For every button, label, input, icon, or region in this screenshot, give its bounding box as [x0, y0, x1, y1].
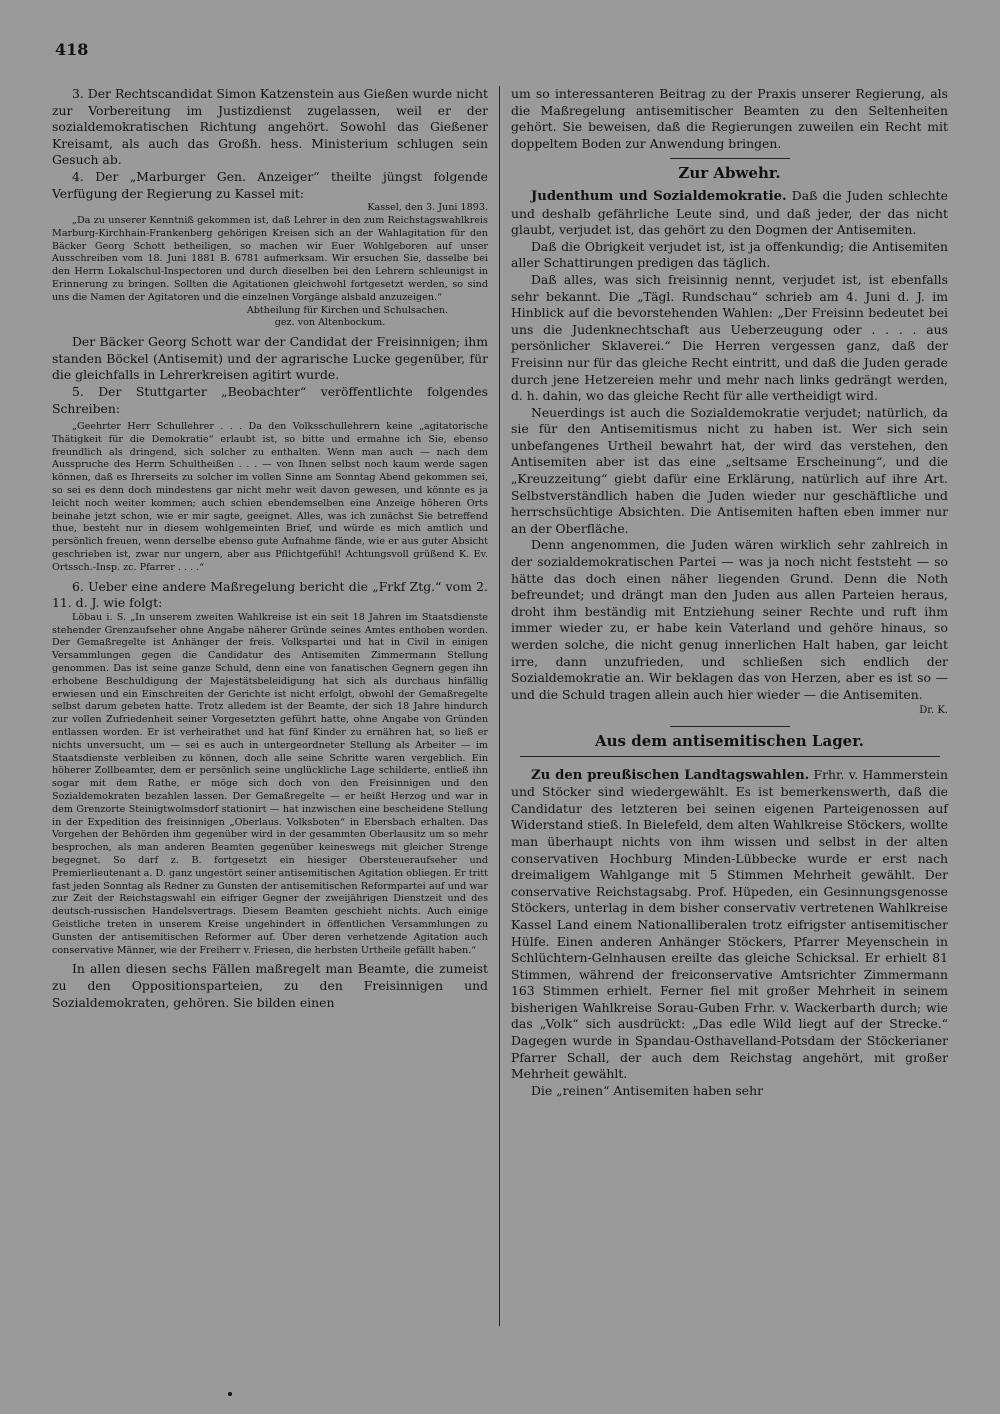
- paragraph-judenthum-a-text: Daß die Juden schlechte und deshalb gefährliche Leute sind, und daß jeder, der das nicht glaubt, verjudet ist, das gehört zu den Dogmen der Antisemiten.: [511, 187, 948, 238]
- paragraph-landtag-a-text: Frhr. v. Hammerstein und Stöcker sind wiedergewählt. Es ist bemerkenswerth, daß die Candidatur des letzteren bei seinen eigenen Parteigenossen auf Widerstand stieß. In Bielefeld, dem alten Wahlkreise Stöckers, wollte man überhaupt nichts von ihm wissen und selbst in der alten conservativen Hochburg Minden-Lübbecke wurde er erst nach dreimaligem Wahlgange mit 5 Stimmen Mehrheit gewählt. Der conservative Reichstagsabg. Prof. Hüpeden, ein Gesinnungsgenosse Stöckers, unterlag in dem bisher conservativ vertretenen Wahlkreise Kassel Land einem Nationalliberalen trotz eifrigster antisemitischer Hülfe. Einen anderen Anhänger Stöckers, Pfarrer Meyenschein in Schlüchtern-Gelnhausen ereilte das gleiche Schicksal. Er erhielt 81 Stimmen, während der freiconservative Amtsrichter Zimmermann 163 Stimmen erhielt. Ferner fiel mit großer Mehrheit in seinem bisherigen Wahlkreise Sorau-Guben Frhr. v. Wackerbarth durch; wie das „Volk“ sich ausdrückt: „Das edle Wild liegt auf der Strecke.“ Dagegen wurde in Spandau-Osthavelland-Potsdam der Stöckerianer Pfarrer Schall, der auch dem Reichstag angehört, mit großer Mehrheit gewählt.: [511, 766, 948, 1082]
- paragraph-4: 4. Der „Marburger Gen. Anzeiger“ theilte jüngst folgende Verfügung der Regierung zu Kassel mit:: [52, 168, 488, 201]
- speck-mark: [228, 1392, 232, 1396]
- paragraph-judenthum-e: Denn angenommen, die Juden wären wirklich sehr zahlreich in der sozialdemokratischen Partei — was ja noch nicht feststeht — so hätte das doch einen näher liegenden Grund. Denn die Noth befreundet; und drängt man den Juden aus allen Parteien heraus, droht ihm beständig mit Entziehung seiner Rechte und ruft ihm immer wieder zu, er habe kein Vaterland und gehöre hinaus, so werden solche, die nicht genug innerlichen Halt haben, gar leicht irre, dann unzufrieden, und schließen sich endlich der Sozialdemokratie an. Wir beklagen das von Herzen, aber es ist so — und die Schuld tragen allein auch hier wieder — die Antisemiten.: [511, 537, 948, 702]
- subheading-landtag: Zu den preußischen Landtagswahlen.: [531, 767, 810, 783]
- quote-date: Kassel, den 3. Juni 1893.: [367, 202, 488, 214]
- paragraph-landtag-b: Die „reinen“ Antisemiten haben sehr: [531, 1082, 764, 1098]
- quote-kassel: „Da zu unserer Kenntniß gekommen ist, daß Lehrer in den zum Reichstagswahlkreis Marburg-Kirchhain-Frankenberg gehörigen Kreisen sich an der Wahlagitation für den Bäcker Georg Schott betheiligen, so machen wir Euer Wohlgeboren auf unser Ausschreiben vom 18. Juni 1881 B. 6781 aufmerksam. Wir ersuchen Sie, dasselbe bei den Herrn Lokalschul-Inspectoren und durch dieselben bei den Lehrern schleunigst in Erinnerung zu bringen. Sollten die Agitationen gleichwohl fortgesetzt werden, so sind uns die Namen der Agitatoren und die einzelnen Vorgänge alsbald anzuzeigen.“: [52, 214, 488, 303]
- paragraph-judenthum-c: Daß alles, was sich freisinnig nennt, verjudet ist, ist ebenfalls sehr bekannt. Die „Tägl. Rundschau“ schrieb am 4. Juni d. J. im Hinblick auf die bevorstehenden Wahlen: „Der Freisinn bedeutet bei uns die Judenknechtschaft aus Ueberzeugung oder . . . . aus persönlicher Sklaverei.“ Die Herren vergessen ganz, daß der Freisinn nur für das gleiche Recht eintritt, und daß die Juden gerade durch jene Hetzereien mehr und mehr nach links gedrängt werden, d. h. dahin, wo das gleiche Recht für alle vertheidigt wird.: [511, 271, 948, 404]
- quote-signature-1: Abtheilung für Kirchen und Schulsachen.: [246, 304, 448, 316]
- page-number: 418: [55, 40, 89, 59]
- section-heading-lager: Aus dem antisemitischen Lager.: [595, 731, 864, 750]
- right-column: [511, 86, 948, 1099]
- paragraph-continuation: um so interessanteren Beitrag zu der Praxis unserer Regierung, als die Maßregelung antisemitischer Beamten zu den Seltenheiten gehört. Sie beweisen, daß die Regierungen zuweilen ein Recht mit doppeltem Boden zur Anwendung bringen.: [511, 86, 948, 151]
- paragraph-landtag-a: [511, 767, 948, 1083]
- quote-signature-2: gez. von Altenbockum.: [274, 317, 386, 329]
- paragraph-end: In allen diesen sechs Fällen maßregelt man Beamte, die zumeist zu den Oppositionsparteien, zu den Freisinnigen und Sozialdemokraten, gehören. Sie bilden einen: [52, 961, 488, 1010]
- paragraph-judenthum-b: Daß die Obrigkeit verjudet ist, ist ja offenkundig; die Antisemiten aller Schattirungen predigen das täglich.: [511, 238, 948, 271]
- quote-loebau: Löbau i. S. „In unserem zweiten Wahlkreise ist ein seit 18 Jahren im Staatsdienste stehender Grenzaufseher ohne Angabe näherer Gründe seines Amtes enthoben worden. Der Gemaßregelte ist Anhänger der freis. Volkspartei und hat in Civil in einigen Versammlungen gegen die Candidatur des Antisemiten Zimmermann Stellung genommen. Das ist seine ganze Schuld, denn eine von fanatischen Gegnern gegen ihn erhobene Beschuldigung der Majestätsbeleidigung hat sich als durchaus hinfällig erwiesen und ein Einschreiten der Gerichte ist nicht erfolgt, obwohl der Gemaßregelte selbst darum gebeten hatte. Trotz alledem ist der Beamte, der sich 18 Jahre hindurch zur vollen Zufriedenheit seiner Vorgesetzten geführt hatte, ohne Angabe von Gründen entlassen worden. Er ist verheirathet und hat fünf Kinder zu ernähren hat, so ließ er nichts unversucht, um — sei es auch in untergeordneter Stellung als Arbeiter — im Staatsdienste verbleiben zu können, doch alle seine Schritte waren vergeblich. Ein höherer Zollbeamter, dem er persönlich seine unglückliche Lage schilderte, entließ ihn sogar mit dem Rathe, er möge sich doch von den Freisinnigen und den Sozialdemokraten bezahlen lassen. Der Gemaßregelte — er heißt Herzog und war in dem Grenzorte Steinigtwolmsdorf stationirt — hat inzwischen eine bescheidene Stellung in der Expedition des freisinnigen „Oberlaus. Volksboten“ in Ebersbach erhalten. Das Vorgehen der Behörden ihm gegenüber wird in der gesammten Oberlausitz um so mehr besprochen, als man anderen Beamten gegenüber keineswegs mit gleicher Strenge begegnet. So darf z. B. fortgesetzt ein hiesiger Obersteueraufseher und Premierlieutenant a. D. ganz ungestört seiner antisemitischen Agitation obliegen. Er tritt fast jeden Sonntag als Redner zu Gunsten der antisemitischen Reformpartei auf und war zur Zeit der Reichstagswahl ein eifriger Gegner der zweijährigen Dienstzeit und des deutsch-russischen Handelsvertrags. Diesem Beamten geschieht nichts. Auch einige Geistliche treten in unserem Kreise ungehindert in öffentlichen Versammlungen zu Gunsten der antisemitischen Reformer auf. Über deren verhetzende Agitation auch conservative Männer, wie der Freiherr v. Friesen, die herbsten Urtheile gefällt haben.“: [52, 611, 488, 956]
- quote-stuttgart: „Geehrter Herr Schullehrer . . . Da den Volksschullehrern keine „agitatorische Thätigkeit für die Demokratie“ erlaubt ist, so bitte und ermahne ich Sie, ebenso freundlich als dringend, sich solcher zu enthalten. Wenn man auch — nach dem Ausspruche des Herrn Schultheißen . . . — von Ihnen selbst noch kaum werde sagen können, daß es Ihrerseits zu solcher im vollen Sinne am Sonntag Abend gekommen sei, so sei es denn doch mindestens gar nicht mehr weit davon gewesen, und könnte es ja leicht noch weiter kommen; auch schien ebendemselben eine Anzeige höheren Orts beinahe jetzt schon, wie er mir sagte, geeignet. Alles, was ich zunächst Sie betreffend thue, besteht nur in diesem wohlgemeinten Brief, und würde es mich amtlich und persönlich freuen, wenn derselbe ebenso gute Aufnahme fände, wie er aus guter Absicht geschrieben ist, zwar nur ungern, aber aus Pflichtgefühl! Achtungsvoll grüßend K. Ev. Ortssch.-Insp. zc. Pfarrer . . . .“: [52, 421, 488, 573]
- paragraph-3: 3. Der Rechtscandidat Simon Katzenstein aus Gießen wurde nicht zur Vorbereitung im Justizdienst zugelassen, weil er der sozialdemokratischen Richtung angehört. Sowohl das Gießener Kreisamt, als auch das Großh. hess. Ministerium schlugen sein Gesuch ab.: [52, 86, 488, 168]
- author-signature: Dr. K.: [919, 705, 948, 717]
- paragraph-judenthum-d: Neuerdings ist auch die Sozialdemokratie verjudet; natürlich, da sie für den Antisemitismus nicht zu haben ist. Wer sich sein unbefangenes Urtheil bewahrt hat, der wird das verstehen, den Antisemiten aber ist das eine „seltsame Erscheinung“, und die „Kreuzzeitung“ giebt dafür eine Erklärung, natürlich auf ihre Art. Selbstverständlich haben die Juden wieder nur geschäftliche und herrschsüchtige Absichten. Die Antisemiten haften eben immer nur an der Oberfläche.: [511, 404, 948, 536]
- section-rule-2: [670, 726, 790, 727]
- section-heading-abwehr: Zur Abwehr.: [678, 164, 781, 183]
- paragraph-4-after: Der Bäcker Georg Schott war der Candidat der Freisinnigen; ihm standen Böckel (Antisemit) und der agrarische Lucke gegenüber, für die gleichfalls in Lehrerkreisen agitirt wurde.: [52, 334, 488, 383]
- paragraph-6: 6. Ueber eine andere Maßregelung bericht die „Frkf Ztg.“ vom 2. 11. d. J. wie folgt:: [52, 578, 488, 611]
- left-column: [52, 86, 488, 1011]
- subheading-judenthum: Judenthum und Sozialdemokratie.: [531, 188, 787, 204]
- paragraph-5: 5. Der Stuttgarter „Beobachter“ veröffentlichte folgendes Schreiben:: [52, 383, 488, 416]
- section-rule: [670, 158, 790, 159]
- paragraph-judenthum-a: [511, 188, 948, 239]
- column-divider: [499, 86, 500, 1326]
- heading-underline: [520, 756, 940, 757]
